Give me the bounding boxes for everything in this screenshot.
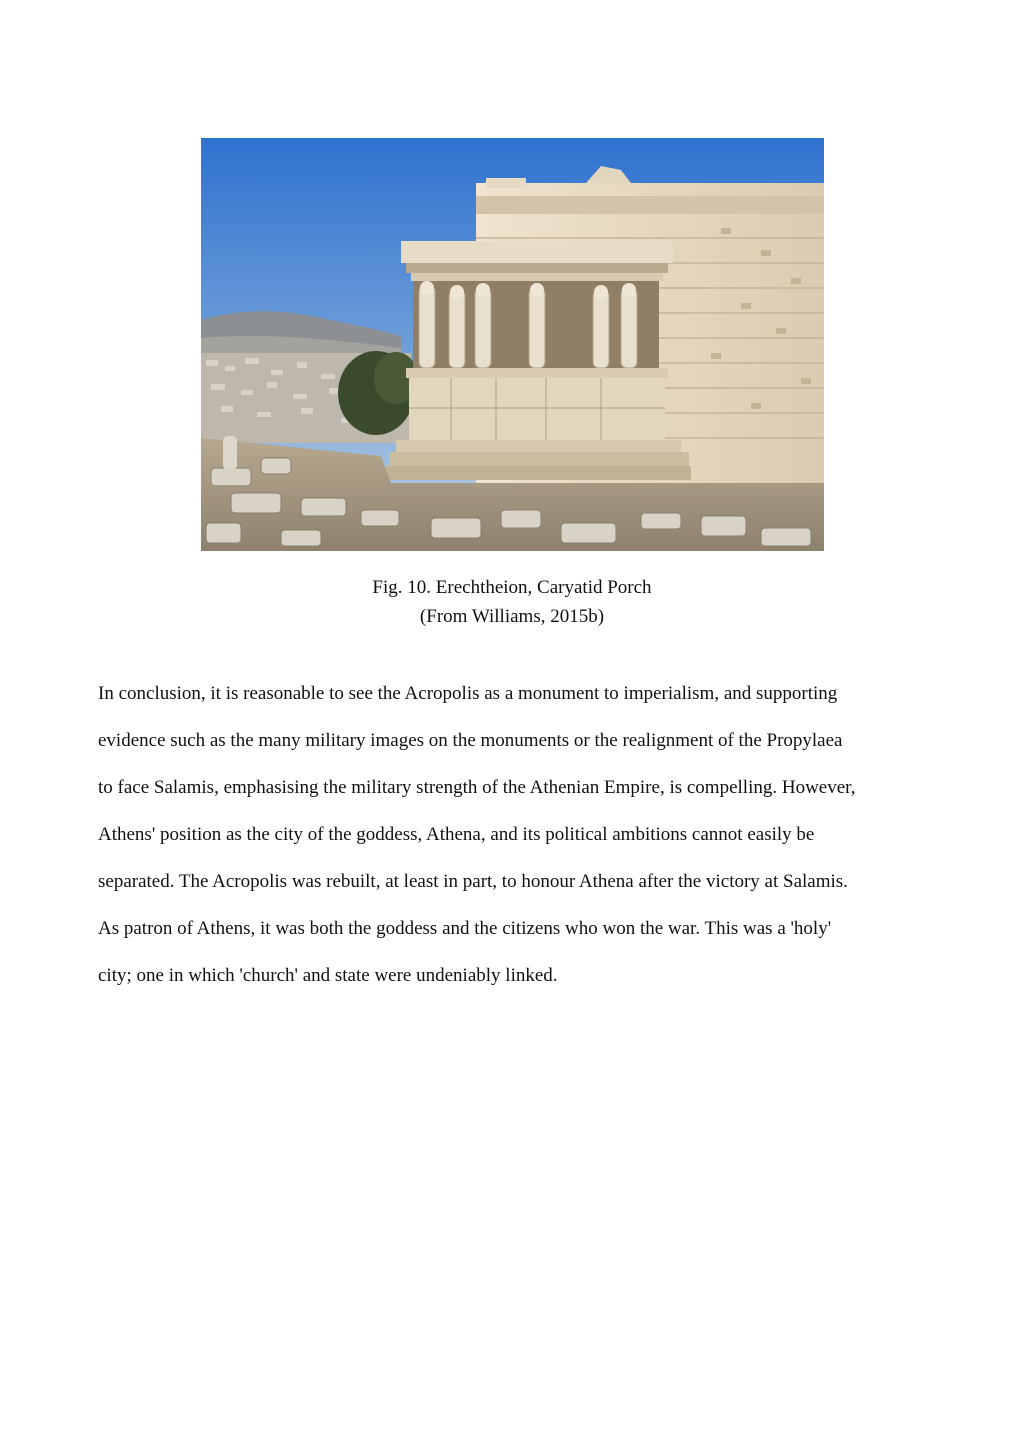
conclusion-paragraph	[98, 670, 928, 999]
paragraph-line: separated. The Acropolis was rebuilt, at least in part, to honour Athena after the victory at Salamis.	[98, 871, 848, 892]
paragraph-line: In conclusion, it is reasonable to see the Acropolis as a monument to imperialism, and supporting	[98, 683, 838, 704]
paragraph-line: to face Salamis, emphasising the military strength of the Athenian Empire, is compelling. However,	[98, 777, 856, 798]
paragraph-line: evidence such as the many military images on the monuments or the realignment of the Propylaea	[98, 730, 843, 751]
figure-caption-source: (From Williams, 2015b)	[419, 606, 605, 627]
paragraph-line: As patron of Athens, it was both the goddess and the citizens who won the war. This was a 'holy'	[98, 918, 832, 939]
paragraph-line: city; one in which 'church' and state were undeniably linked.	[98, 965, 558, 986]
erechtheion-photo-drawing	[201, 138, 824, 551]
paragraph-line: Athens' position as the city of the goddess, Athena, and its political ambitions cannot easily be	[98, 824, 815, 845]
erechtheion-photo	[201, 138, 824, 551]
figure-caption-title: Fig. 10. Erechtheion, Caryatid Porch	[372, 577, 652, 598]
